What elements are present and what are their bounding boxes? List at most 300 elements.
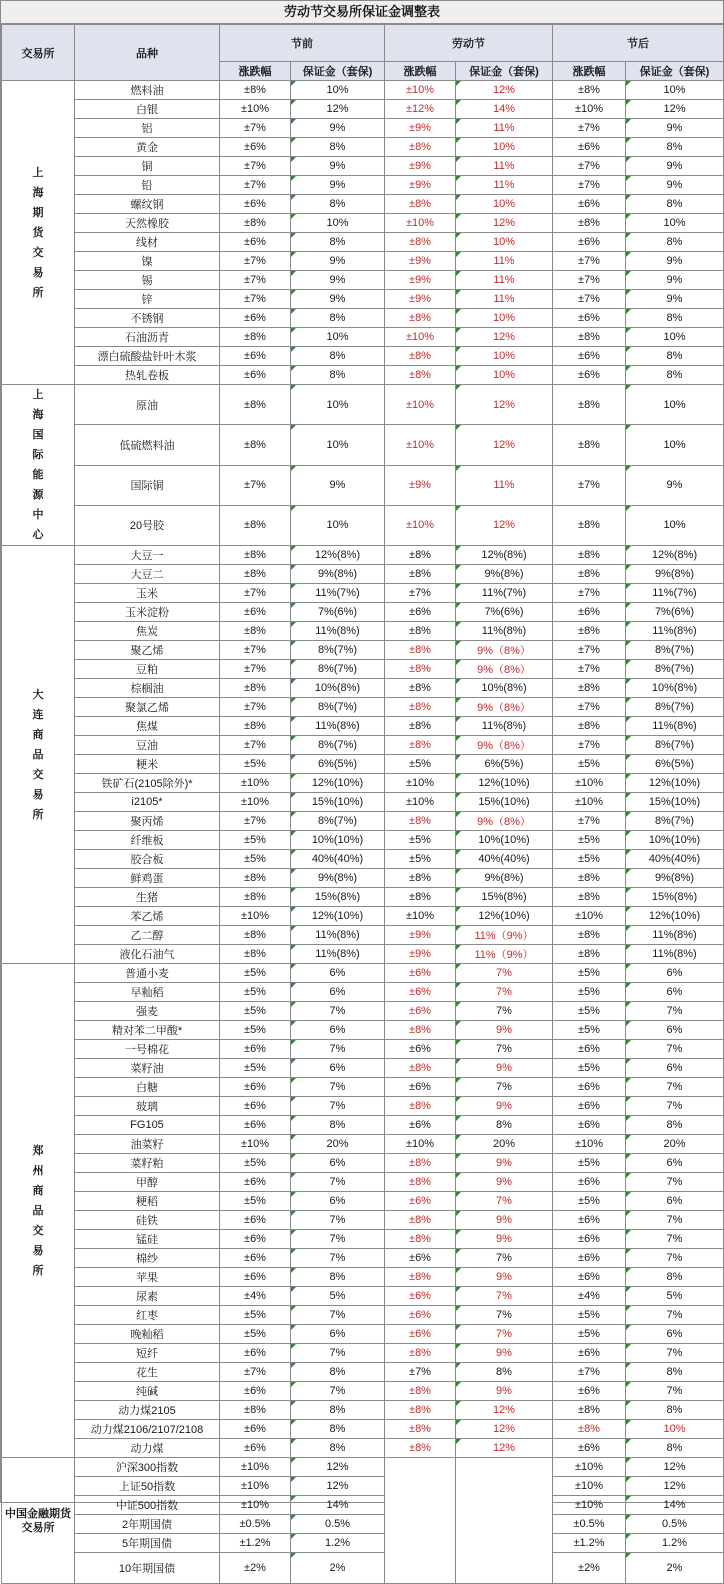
cell-holiday-margin: 9% [456,1211,553,1230]
cell-holiday-margin: 11% [456,271,553,290]
table-row [2,869,724,888]
cell-after-margin: 12%(8%) [626,546,724,565]
cell-after-margin: 12% [626,100,724,119]
cell-product: 红枣 [75,1306,220,1325]
cell-after-margin: 8% [626,1268,724,1287]
cell-holiday-margin: 7% [456,983,553,1002]
cell-before-margin: 9% [291,252,385,271]
cell-after-margin: 9% [626,252,724,271]
cell-product: i2105* [75,793,220,812]
cell-after-limit: ±10% [553,1135,626,1154]
cell-holiday-limit: ±7% [385,584,456,603]
cell-after-margin: 12%(10%) [626,907,724,926]
cell-product: 国际铜 [75,465,220,505]
table-row [2,1325,724,1344]
cell-product: 花生 [75,1363,220,1382]
cell-product: 硅铁 [75,1211,220,1230]
cell-before-margin: 12% [291,1477,385,1496]
cell-after-limit: ±7% [553,1363,626,1382]
cell-after-margin: 6% [626,1154,724,1173]
cell-before-limit: ±4% [220,1287,291,1306]
cell-product: 棕榈油 [75,679,220,698]
cell-before-limit: ±6% [220,1268,291,1287]
cell-before-limit: ±7% [220,290,291,309]
cell-after-margin: 6% [626,983,724,1002]
cell-before-limit: ±7% [220,660,291,679]
cell-after-limit: ±7% [553,252,626,271]
cell-before-limit: ±5% [220,1021,291,1040]
table-row [2,100,724,119]
cell-product: 黄金 [75,138,220,157]
header-product: 品种 [75,25,220,81]
cell-after-margin: 9% [626,176,724,195]
header-holiday-margin: 保证金（套保) [456,62,553,81]
cell-holiday-limit: ±9% [385,926,456,945]
cell-before-margin: 10% [291,505,385,545]
cell-before-margin: 6% [291,1154,385,1173]
cell-before-limit: ±8% [220,622,291,641]
cell-holiday-limit: ±9% [385,465,456,505]
cell-product: 10年期国债 [75,1553,220,1584]
cell-before-margin: 11%(8%) [291,926,385,945]
cell-before-margin: 8% [291,1116,385,1135]
cell-before-margin: 8%(7%) [291,660,385,679]
cell-holiday-margin: 12% [456,1420,553,1439]
cell-after-margin: 9%(8%) [626,565,724,584]
cell-holiday-margin: 7% [456,964,553,983]
cell-holiday-margin: 10% [456,138,553,157]
cell-product: 玉米淀粉 [75,603,220,622]
cell-before-margin: 7% [291,1002,385,1021]
table-row [2,1496,724,1515]
cell-after-margin: 12% [626,1458,724,1477]
cell-after-limit: ±6% [553,1382,626,1401]
cell-holiday-limit: ±6% [385,1002,456,1021]
cell-before-limit: ±6% [220,347,291,366]
cell-after-limit: ±7% [553,119,626,138]
table-row [2,138,724,157]
cell-after-limit: ±5% [553,983,626,1002]
cell-before-limit: ±2% [220,1553,291,1584]
cell-holiday-margin: 7% [456,1002,553,1021]
cell-after-limit: ±5% [553,1306,626,1325]
table-row [2,1287,724,1306]
exchange-name [2,1458,75,1584]
cell-holiday-margin: 9%（8%） [456,660,553,679]
cell-holiday-margin: 9% [456,1382,553,1401]
cell-before-margin: 20% [291,1135,385,1154]
cell-holiday-margin: 12% [456,385,553,425]
cell-product: 铅 [75,176,220,195]
cell-holiday-margin: 7% [456,1078,553,1097]
cell-before-limit: ±10% [220,1496,291,1515]
cell-holiday-limit: ±8% [385,347,456,366]
cell-holiday-limit: ±8% [385,138,456,157]
cell-product: 精对苯二甲酸* [75,1021,220,1040]
cell-holiday-limit: ±8% [385,1097,456,1116]
table-row [2,1268,724,1287]
cell-before-margin: 15%(8%) [291,888,385,907]
cell-before-margin: 6% [291,1021,385,1040]
cell-product: 原油 [75,385,220,425]
cell-before-margin: 10%(10%) [291,831,385,850]
cell-holiday-margin: 7% [456,1306,553,1325]
cell-before-limit: ±7% [220,157,291,176]
cell-product: 聚丙烯 [75,812,220,831]
cell-before-limit: ±8% [220,869,291,888]
cell-before-limit: ±8% [220,214,291,233]
cell-holiday-margin: 15%(10%) [456,793,553,812]
cell-after-margin: 9% [626,119,724,138]
cell-before-limit: ±10% [220,774,291,793]
cell-holiday-margin: 12%(10%) [456,907,553,926]
cell-after-margin: 5% [626,1287,724,1306]
cell-after-limit: ±6% [553,1116,626,1135]
empty-holiday-cell [385,1458,456,1584]
cell-before-margin: 8% [291,138,385,157]
cell-before-margin: 7% [291,1382,385,1401]
cell-before-limit: ±5% [220,831,291,850]
cell-before-limit: ±8% [220,888,291,907]
table-row [2,1211,724,1230]
cell-holiday-limit: ±8% [385,736,456,755]
cell-after-margin: 7% [626,1040,724,1059]
table-row [2,698,724,717]
cell-before-limit: ±6% [220,309,291,328]
cell-holiday-limit: ±6% [385,964,456,983]
cell-before-limit: ±5% [220,755,291,774]
cell-before-margin: 8%(7%) [291,812,385,831]
cell-before-limit: ±10% [220,1135,291,1154]
cell-holiday-margin: 11%（9%） [456,926,553,945]
cell-before-margin: 14% [291,1496,385,1515]
cell-after-margin: 14% [626,1496,724,1515]
cell-holiday-limit: ±8% [385,717,456,736]
cell-before-limit: ±8% [220,328,291,347]
exchange-label: 上海国际能源中心 [32,389,44,541]
table-row [2,660,724,679]
cell-product: 焦煤 [75,717,220,736]
cell-before-limit: ±7% [220,252,291,271]
cell-product: 镍 [75,252,220,271]
cell-holiday-limit: ±7% [385,1363,456,1382]
table-row [2,1230,724,1249]
table-row [2,736,724,755]
cell-after-margin: 6%(5%) [626,755,724,774]
cell-after-margin: 10% [626,81,724,100]
cell-holiday-margin: 12%(10%) [456,774,553,793]
cell-before-margin: 9% [291,271,385,290]
cell-after-limit: ±10% [553,774,626,793]
cell-holiday-margin: 12% [456,328,553,347]
cell-holiday-margin: 10% [456,366,553,385]
cell-holiday-limit: ±10% [385,1135,456,1154]
cell-holiday-limit: ±6% [385,1116,456,1135]
cell-after-limit: ±6% [553,1268,626,1287]
cell-product: 大豆二 [75,565,220,584]
cell-holiday-limit: ±10% [385,505,456,545]
cell-holiday-limit: ±8% [385,1173,456,1192]
cell-product: 动力煤2105 [75,1401,220,1420]
cell-holiday-margin: 9% [456,1344,553,1363]
cell-after-limit: ±6% [553,195,626,214]
cell-before-limit: ±8% [220,1401,291,1420]
cell-after-margin: 2% [626,1553,724,1584]
table-row [2,309,724,328]
cell-after-margin: 7% [626,1382,724,1401]
cell-holiday-margin: 12% [456,1439,553,1458]
cell-product: 纤维板 [75,831,220,850]
cell-before-margin: 9% [291,465,385,505]
cell-before-margin: 7% [291,1230,385,1249]
cell-holiday-margin: 9%（8%） [456,698,553,717]
cell-after-margin: 8% [626,309,724,328]
table-row [2,717,724,736]
cell-before-limit: ±7% [220,698,291,717]
cell-after-limit: ±10% [553,793,626,812]
cell-after-limit: ±7% [553,157,626,176]
cell-holiday-limit: ±8% [385,888,456,907]
cell-before-limit: ±1.2% [220,1534,291,1553]
cell-holiday-limit: ±8% [385,233,456,252]
cell-product: 白糖 [75,1078,220,1097]
cell-after-limit: ±8% [553,717,626,736]
cell-before-limit: ±6% [220,1211,291,1230]
cell-after-limit: ±5% [553,850,626,869]
cell-after-margin: 11%(8%) [626,622,724,641]
cell-before-limit: ±10% [220,1477,291,1496]
table-row [2,641,724,660]
cell-after-margin: 0.5% [626,1515,724,1534]
cell-after-margin: 6% [626,1325,724,1344]
cell-before-margin: 7% [291,1040,385,1059]
cell-holiday-limit: ±8% [385,698,456,717]
cell-before-limit: ±8% [220,717,291,736]
cell-after-margin: 8%(7%) [626,660,724,679]
cell-after-limit: ±6% [553,1040,626,1059]
cell-product: 锡 [75,271,220,290]
cell-after-limit: ±7% [553,290,626,309]
cell-product: 玉米 [75,584,220,603]
exchange-label: 上海期货交易所 [32,166,44,299]
cell-after-margin: 15%(8%) [626,888,724,907]
cell-before-limit: ±5% [220,850,291,869]
cell-product: 动力煤 [75,1439,220,1458]
cell-before-limit: ±6% [220,1230,291,1249]
cell-product: 短纤 [75,1344,220,1363]
cell-product: 铝 [75,119,220,138]
cell-before-margin: 10% [291,425,385,465]
cell-before-margin: 10% [291,81,385,100]
table-row [2,1116,724,1135]
cell-holiday-limit: ±8% [385,679,456,698]
cell-before-margin: 8% [291,1420,385,1439]
cell-product: 焦炭 [75,622,220,641]
cell-holiday-limit: ±8% [385,622,456,641]
cell-holiday-margin: 9% [456,1268,553,1287]
cell-product: 乙二醇 [75,926,220,945]
cell-after-margin: 11%(7%) [626,584,724,603]
cell-before-margin: 2% [291,1553,385,1584]
cell-after-limit: ±8% [553,1420,626,1439]
cell-after-limit: ±6% [553,1344,626,1363]
cell-product: 菜籽粕 [75,1154,220,1173]
cell-holiday-margin: 7% [456,1287,553,1306]
cell-after-margin: 7% [626,1230,724,1249]
cell-holiday-margin: 7% [456,1192,553,1211]
cell-after-limit: ±7% [553,812,626,831]
cell-after-limit: ±6% [553,138,626,157]
cell-product: 热轧卷板 [75,366,220,385]
cell-before-margin: 11%(7%) [291,584,385,603]
cell-before-limit: ±5% [220,1306,291,1325]
cell-before-limit: ±5% [220,983,291,1002]
cell-after-margin: 8% [626,233,724,252]
cell-before-limit: ±10% [220,1458,291,1477]
cell-holiday-limit: ±8% [385,1059,456,1078]
cell-after-limit: ±10% [553,100,626,119]
cell-after-margin: 8% [626,195,724,214]
cell-holiday-limit: ±6% [385,1249,456,1268]
cell-holiday-margin: 11%(8%) [456,717,553,736]
cell-after-margin: 11%(8%) [626,945,724,964]
cell-holiday-margin: 9% [456,1173,553,1192]
header-exchange: 交易所 [2,25,75,81]
cell-after-margin: 8% [626,366,724,385]
table-row [2,755,724,774]
cell-after-margin: 7% [626,1097,724,1116]
cell-before-limit: ±6% [220,1173,291,1192]
cell-product: 铁矿石(2105除外)* [75,774,220,793]
cell-after-limit: ±7% [553,584,626,603]
cell-holiday-limit: ±9% [385,252,456,271]
cell-product: 尿素 [75,1287,220,1306]
table-row [2,1249,724,1268]
cell-after-limit: ±2% [553,1553,626,1584]
cell-holiday-limit: ±10% [385,425,456,465]
cell-before-limit: ±6% [220,1078,291,1097]
cell-before-limit: ±5% [220,1192,291,1211]
cell-holiday-margin: 15%(8%) [456,888,553,907]
cell-before-limit: ±7% [220,584,291,603]
cell-after-limit: ±7% [553,736,626,755]
cell-before-margin: 9%(8%) [291,869,385,888]
cell-holiday-margin: 10% [456,233,553,252]
cell-after-limit: ±5% [553,1154,626,1173]
cell-holiday-limit: ±8% [385,1021,456,1040]
cell-product: 玻璃 [75,1097,220,1116]
cell-product: 漂白硫酸盐针叶木浆 [75,347,220,366]
cell-holiday-limit: ±9% [385,271,456,290]
cell-before-margin: 7% [291,1306,385,1325]
exchange-label: 大连商品交易所 [32,688,44,821]
table-body [2,81,724,1584]
cell-product: 上证50指数 [75,1477,220,1496]
cell-holiday-limit: ±6% [385,1325,456,1344]
cell-before-margin: 7% [291,1078,385,1097]
cell-before-margin: 8% [291,1268,385,1287]
table-row [2,1420,724,1439]
cell-product: 天然橡胶 [75,214,220,233]
cell-holiday-limit: ±8% [385,1211,456,1230]
cell-before-limit: ±0.5% [220,1515,291,1534]
cell-after-margin: 11%(8%) [626,717,724,736]
cell-after-limit: ±7% [553,465,626,505]
cell-product: 晚籼稻 [75,1325,220,1344]
cell-holiday-margin: 9% [456,1154,553,1173]
cell-holiday-limit: ±10% [385,81,456,100]
cell-product: 棉纱 [75,1249,220,1268]
cell-after-limit: ±8% [553,214,626,233]
cell-after-limit: ±8% [553,505,626,545]
cell-holiday-limit: ±10% [385,214,456,233]
header-after-margin: 保证金（套保) [626,62,724,81]
cell-before-limit: ±6% [220,1040,291,1059]
cell-product: 胶合板 [75,850,220,869]
cell-before-margin: 6% [291,1192,385,1211]
cell-before-margin: 7% [291,1344,385,1363]
cell-after-limit: ±8% [553,679,626,698]
cell-after-limit: ±6% [553,603,626,622]
cell-after-margin: 10% [626,425,724,465]
cell-before-margin: 8% [291,1439,385,1458]
table-row [2,1401,724,1420]
cell-holiday-margin: 11%(7%) [456,584,553,603]
cell-holiday-margin: 7%(6%) [456,603,553,622]
table-row [2,385,724,425]
cell-after-limit: ±8% [553,81,626,100]
cell-after-limit: ±6% [553,1211,626,1230]
cell-after-margin: 10% [626,1420,724,1439]
cell-holiday-margin: 9%（8%） [456,641,553,660]
cell-after-margin: 7% [626,1002,724,1021]
cell-before-limit: ±6% [220,1116,291,1135]
cell-after-limit: ±7% [553,176,626,195]
cell-before-limit: ±6% [220,366,291,385]
cell-before-limit: ±7% [220,271,291,290]
table-row [2,214,724,233]
cell-holiday-limit: ±8% [385,1268,456,1287]
table-row [2,328,724,347]
cell-before-margin: 9% [291,119,385,138]
cell-after-limit: ±1.2% [553,1534,626,1553]
cell-after-margin: 10%(10%) [626,831,724,850]
table-row [2,565,724,584]
cell-before-margin: 12% [291,100,385,119]
cell-before-margin: 12%(8%) [291,546,385,565]
cell-holiday-margin: 11% [456,465,553,505]
cell-before-limit: ±6% [220,233,291,252]
table-row [2,622,724,641]
cell-after-limit: ±5% [553,1002,626,1021]
cell-product: 粳米 [75,755,220,774]
table-row [2,945,724,964]
cell-before-margin: 7% [291,1211,385,1230]
cell-product: 铜 [75,157,220,176]
cell-before-margin: 12% [291,1458,385,1477]
cell-after-margin: 8% [626,347,724,366]
cell-after-margin: 7% [626,1306,724,1325]
cell-holiday-margin: 9%(8%) [456,869,553,888]
cell-holiday-margin: 11% [456,176,553,195]
cell-before-limit: ±8% [220,546,291,565]
header-holiday: 劳动节 [385,25,553,62]
cell-product: 甲醇 [75,1173,220,1192]
cell-after-margin: 9% [626,290,724,309]
cell-holiday-margin: 20% [456,1135,553,1154]
cell-before-margin: 8% [291,1363,385,1382]
table-row [2,1002,724,1021]
